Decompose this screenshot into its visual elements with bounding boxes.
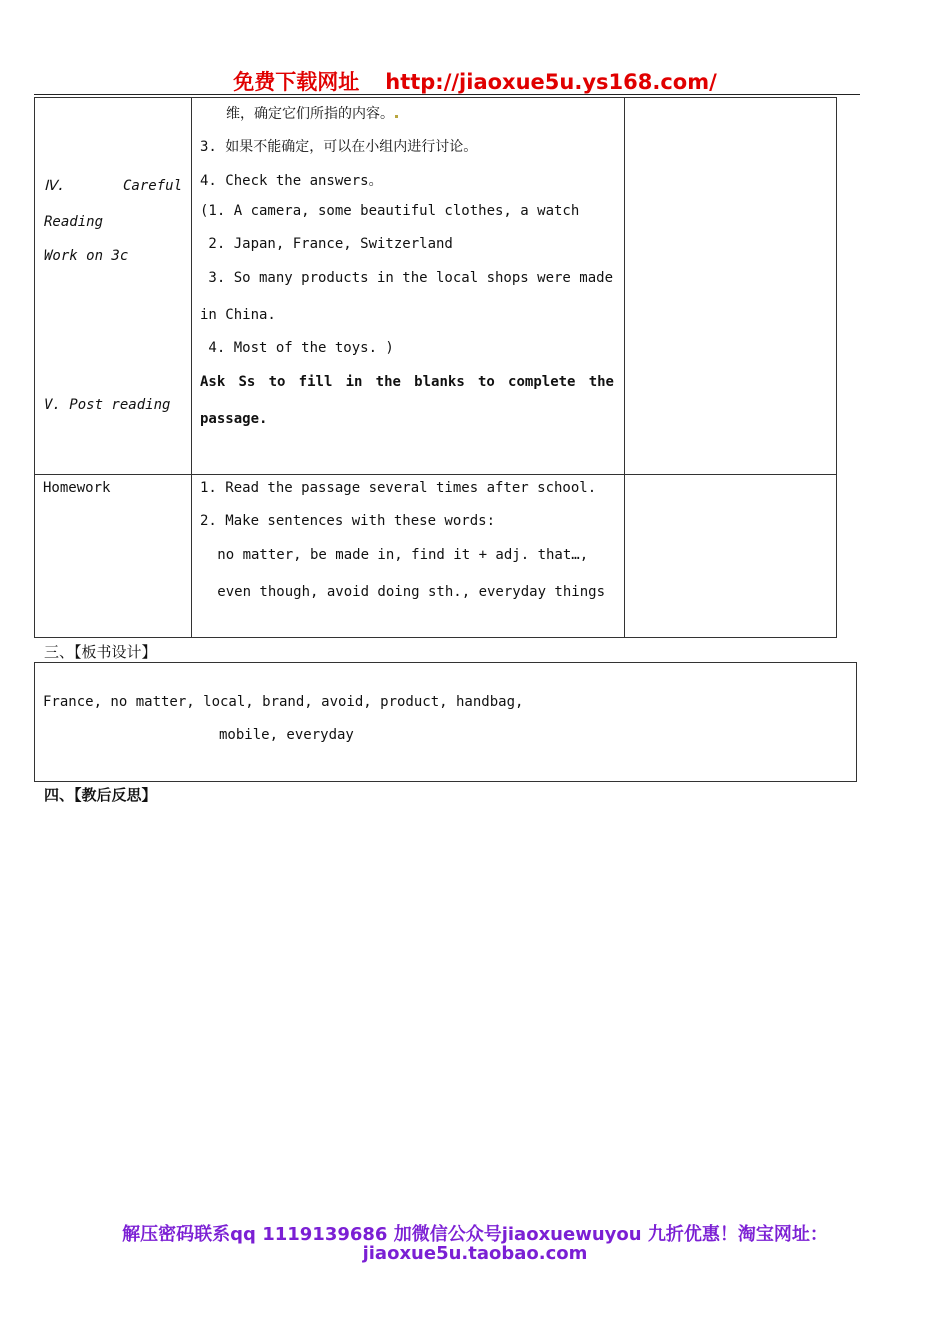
notes-cell bbox=[625, 98, 837, 475]
board-line: France, no matter, local, brand, avoid, product, handbag, bbox=[43, 694, 524, 710]
stage-cell bbox=[35, 98, 192, 475]
activity-cell bbox=[192, 98, 625, 475]
board-design-box bbox=[34, 662, 857, 782]
stage-careful-reading-word: Careful bbox=[123, 178, 183, 194]
activity-line: 2. Japan, France, Switzerland bbox=[200, 236, 453, 252]
activity-line: in China. bbox=[200, 307, 276, 323]
homework-content-cell bbox=[192, 475, 625, 638]
board-design-heading: 三、【板书设计】 bbox=[44, 643, 157, 661]
lesson-plan-table bbox=[34, 97, 837, 638]
activity-line: 3. 如果不能确定，可以在小组内进行讨论。 bbox=[200, 139, 478, 155]
header-label: 免费下载网址 bbox=[233, 70, 360, 94]
activity-instruction: Ask Ss to fill in the blanks to complete the bbox=[200, 374, 614, 390]
homework-label: Homework bbox=[43, 480, 111, 496]
stage-reading-label: Reading bbox=[44, 214, 104, 230]
homework-line: 2. Make sentences with these words: bbox=[200, 513, 496, 529]
activity-line: 4. Check the answers。 bbox=[200, 173, 383, 189]
table-row bbox=[35, 98, 837, 475]
page-header bbox=[0, 66, 950, 96]
activity-line: 4. Most of the toys. ) bbox=[200, 340, 394, 356]
homework-line: 1. Read the passage several times after school. bbox=[200, 480, 597, 496]
homework-notes-cell bbox=[625, 475, 837, 638]
footer-line-2[interactable]: jiaoxue5u.taobao.com bbox=[362, 1243, 588, 1264]
homework-line: even though, avoid doing sth., everyday things bbox=[192, 584, 606, 600]
stage-work-on-3c: Work on 3c bbox=[44, 248, 129, 264]
homework-label-cell bbox=[35, 475, 192, 638]
footer-line-1: 解压密码联系qq 1119139686 加微信公众号jiaoxuewuyou 九折优惠！淘宝网址： bbox=[122, 1224, 828, 1245]
header-url[interactable]: http://jiaoxue5u.ys168.com/ bbox=[385, 70, 717, 94]
board-line: mobile, everyday bbox=[219, 727, 354, 743]
activity-line: 3. So many products in the local shops were made bbox=[200, 270, 614, 286]
stage-post-reading: V. Post reading bbox=[44, 397, 171, 413]
activity-instruction-cont: passage. bbox=[200, 411, 268, 427]
table-row bbox=[35, 475, 837, 638]
activity-line: (1. A camera, some beautiful clothes, a watch bbox=[200, 203, 580, 219]
homework-line: no matter, be made in, find it + adj. that…, bbox=[192, 547, 589, 563]
reflection-heading: 四、【教后反思】 bbox=[44, 786, 157, 804]
stage-careful-reading-numeral: Ⅳ. bbox=[44, 178, 66, 194]
activity-line: 维，确定它们所指的内容。 bbox=[226, 103, 399, 123]
header-divider bbox=[34, 94, 860, 95]
